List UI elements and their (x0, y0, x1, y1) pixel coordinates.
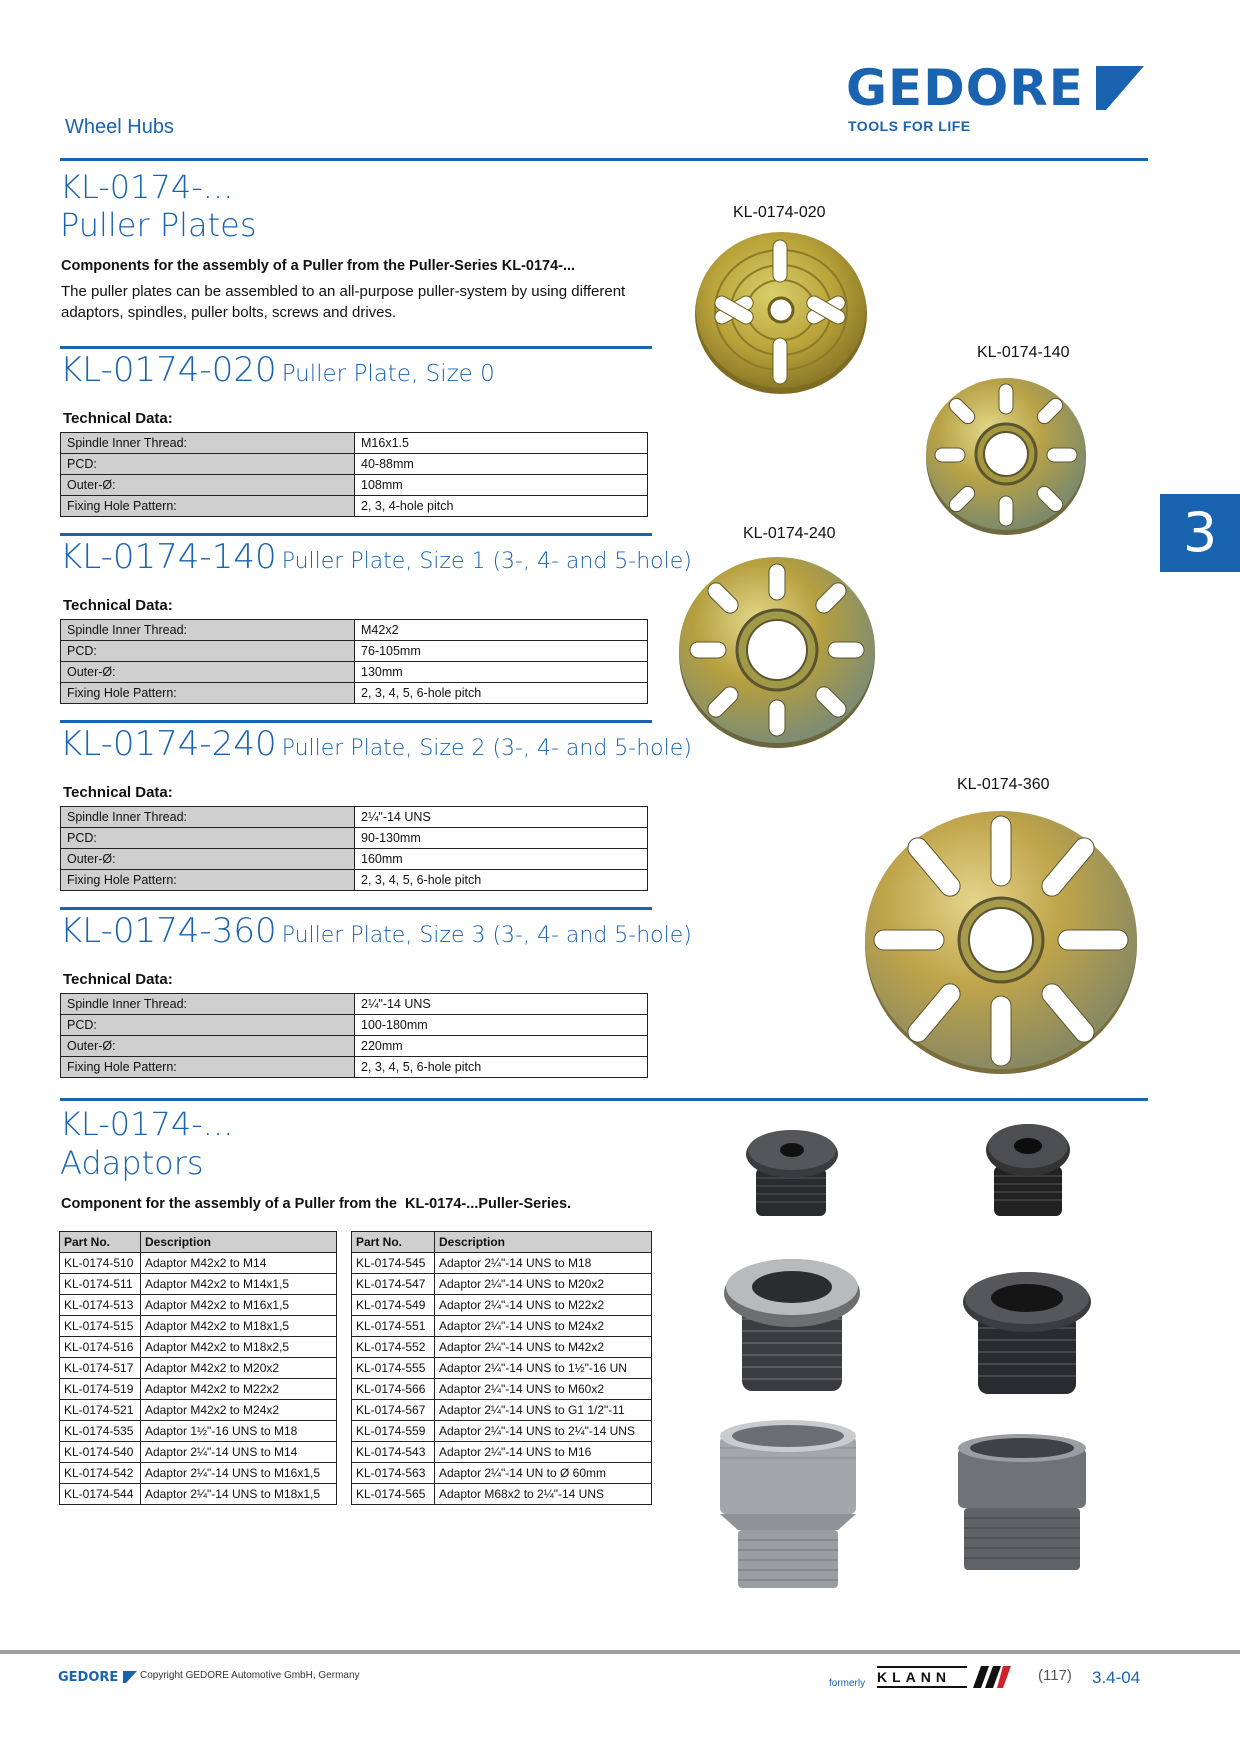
part-number-cell: KL-0174-516 (60, 1337, 141, 1358)
gedore-logo (846, 60, 1146, 140)
tech-label: Technical Data: (63, 784, 173, 801)
footer-copyright: Copyright GEDORE Automotive GmbH, Germany (140, 1670, 360, 1681)
part-number-cell: KL-0174-555 (352, 1358, 435, 1379)
footer-brand: GEDORE (58, 1670, 119, 1685)
table-row: Outer-Ø: 130mm (61, 662, 648, 683)
description-cell: Adaptor 2¼"-14 UNS to M22x2 (435, 1295, 652, 1316)
table-row (352, 1379, 652, 1400)
col-part-header: Part No. (352, 1232, 435, 1253)
puller-plate-020-image (693, 228, 869, 396)
plates-code: KL-0174-... (60, 168, 234, 206)
table-row (60, 1358, 337, 1379)
product-name: Puller Plate, Size 3 (3-, 4- and 5-hole) (281, 923, 692, 948)
part-number-cell: KL-0174-511 (60, 1274, 141, 1295)
description-cell: Adaptor M68x2 to 2¼"-14 UNS (435, 1484, 652, 1505)
caption-140: KL-0174-140 (977, 344, 1070, 361)
adaptor-medium-image (960, 1268, 1094, 1398)
tech-label: Technical Data: (63, 971, 173, 988)
description-cell: Adaptor M42x2 to M18x2,5 (141, 1337, 337, 1358)
product-code: KL-0174-240 (60, 724, 277, 764)
table-row (60, 1421, 337, 1442)
table-row (352, 1484, 652, 1505)
page-code: 3.4-04 (1092, 1668, 1141, 1687)
part-number-cell: KL-0174-544 (60, 1484, 141, 1505)
klann-wordmark: KLANN (877, 1666, 967, 1688)
table-header (352, 1232, 652, 1253)
table-row: Outer-Ø: 108mm (61, 475, 648, 496)
caption-240: KL-0174-240 (743, 525, 836, 542)
description-cell: Adaptor M42x2 to M22x2 (141, 1379, 337, 1400)
product-heading-020 (60, 350, 495, 390)
footer-rule (0, 1650, 1240, 1654)
description-cell: Adaptor 1½"-16 UNS to M18 (141, 1421, 337, 1442)
col-desc-header: Description (435, 1232, 652, 1253)
description-cell: Adaptor 2¼"-14 UNS to M14 (141, 1442, 337, 1463)
rule-140 (60, 533, 652, 536)
table-row: Spindle Inner Thread: M42x2 (61, 620, 648, 641)
part-number-cell: KL-0174-552 (352, 1337, 435, 1358)
adaptors-table-left (59, 1231, 337, 1505)
table-row: Fixing Hole Pattern: 2, 3, 4-hole pitch (61, 496, 648, 517)
description-cell: Adaptor 2¼"-14 UNS to G1 1/2"-11 (435, 1400, 652, 1421)
plates-title: Puller Plates (60, 206, 257, 244)
table-row: Fixing Hole Pattern: 2, 3, 4, 5, 6-hole pitch (61, 870, 648, 891)
tech-table-240 (60, 806, 648, 891)
adaptors-table-right (351, 1231, 652, 1505)
product-name: Puller Plate, Size 0 (281, 361, 495, 387)
part-number-cell: KL-0174-510 (60, 1253, 141, 1274)
description-cell: Adaptor M42x2 to M14 (141, 1253, 337, 1274)
puller-plate-240-image (678, 554, 876, 750)
part-number-cell: KL-0174-519 (60, 1379, 141, 1400)
table-row (352, 1274, 652, 1295)
footer-formerly: formerly (829, 1678, 866, 1689)
adaptor-small-image (980, 1120, 1076, 1220)
table-row: Spindle Inner Thread: 2¼"-14 UNS (61, 994, 648, 1015)
caption-020: KL-0174-020 (733, 204, 826, 221)
chapter-tab[interactable]: 3 (1160, 494, 1240, 572)
table-row (352, 1421, 652, 1442)
adaptor-small-image (744, 1128, 840, 1220)
footer-wedge-icon (123, 1671, 137, 1683)
part-number-cell: KL-0174-566 (352, 1379, 435, 1400)
product-heading-360 (60, 911, 692, 951)
rule-020 (60, 346, 652, 349)
part-number-cell: KL-0174-565 (352, 1484, 435, 1505)
adaptor-large-image (716, 1418, 860, 1590)
table-row (352, 1358, 652, 1379)
table-row (60, 1253, 337, 1274)
logo-wordmark: GEDORE (846, 59, 1084, 117)
klann-logo (877, 1664, 1011, 1688)
header-rule (60, 158, 1148, 161)
description-cell: Adaptor M42x2 to M14x1,5 (141, 1274, 337, 1295)
description-cell: Adaptor 2¼"-14 UNS to M16x1,5 (141, 1463, 337, 1484)
table-row: PCD: 40-88mm (61, 454, 648, 475)
description-cell: Adaptor M42x2 to M18x1,5 (141, 1316, 337, 1337)
part-number-cell: KL-0174-540 (60, 1442, 141, 1463)
part-number-cell: KL-0174-563 (352, 1463, 435, 1484)
part-number-cell: KL-0174-513 (60, 1295, 141, 1316)
puller-plate-140-image (925, 376, 1087, 536)
part-number-cell: KL-0174-535 (60, 1421, 141, 1442)
plates-intro-bold: Components for the assembly of a Puller from the Puller-Series KL-0174-... (61, 258, 576, 274)
table-row (352, 1400, 652, 1421)
description-cell: Adaptor 2¼"-14 UNS to M20x2 (435, 1274, 652, 1295)
part-number-cell: KL-0174-515 (60, 1316, 141, 1337)
part-number-cell: KL-0174-559 (352, 1421, 435, 1442)
table-row (60, 1400, 337, 1421)
section-title: Wheel Hubs (65, 116, 174, 138)
logo-tagline: TOOLS FOR LIFE (848, 118, 971, 134)
part-number-cell: KL-0174-549 (352, 1295, 435, 1316)
part-number-cell: KL-0174-567 (352, 1400, 435, 1421)
tech-table-360 (60, 993, 648, 1078)
product-heading-240 (60, 724, 692, 764)
description-cell: Adaptor M42x2 to M16x1,5 (141, 1295, 337, 1316)
table-row: Fixing Hole Pattern: 2, 3, 4, 5, 6-hole pitch (61, 1057, 648, 1078)
adaptors-rule (60, 1098, 1148, 1101)
page-number: (117) (1038, 1667, 1072, 1684)
description-cell: Adaptor 2¼"-14 UNS to M60x2 (435, 1379, 652, 1400)
description-cell: Adaptor 2¼"-14 UNS to M18 (435, 1253, 652, 1274)
table-row: Spindle Inner Thread: 2¼"-14 UNS (61, 807, 648, 828)
product-name: Puller Plate, Size 2 (3-, 4- and 5-hole) (281, 736, 692, 761)
description-cell: Adaptor 2¼"-14 UN to Ø 60mm (435, 1463, 652, 1484)
table-header (60, 1232, 337, 1253)
description-cell: Adaptor 2¼"-14 UNS to M24x2 (435, 1316, 652, 1337)
product-name: Puller Plate, Size 1 (3-, 4- and 5-hole) (281, 549, 692, 574)
adaptor-large-image (954, 1432, 1090, 1572)
table-row (60, 1316, 337, 1337)
part-number-cell: KL-0174-545 (352, 1253, 435, 1274)
description-cell: Adaptor 2¼"-14 UNS to M18x1,5 (141, 1484, 337, 1505)
table-row: PCD: 76-105mm (61, 641, 648, 662)
rule-360 (60, 907, 652, 910)
table-row: Outer-Ø: 160mm (61, 849, 648, 870)
table-row: Spindle Inner Thread: M16x1.5 (61, 433, 648, 454)
footer-gedore-logo (58, 1668, 137, 1686)
table-row (60, 1337, 337, 1358)
product-heading-140 (60, 537, 692, 577)
tech-label: Technical Data: (63, 410, 173, 427)
adaptors-title: Adaptors (60, 1144, 204, 1182)
table-row (60, 1442, 337, 1463)
description-cell: Adaptor 2¼"-14 UNS to M16 (435, 1442, 652, 1463)
part-number-cell: KL-0174-547 (352, 1274, 435, 1295)
product-code: KL-0174-360 (60, 911, 277, 951)
table-row: PCD: 100-180mm (61, 1015, 648, 1036)
plates-intro-text: The puller plates can be assembled to an all-purpose puller-system by using different adaptors, spindles, puller bolts, screws and drives. (61, 283, 626, 321)
tech-table-140 (60, 619, 648, 704)
table-row: PCD: 90-130mm (61, 828, 648, 849)
table-row (352, 1316, 652, 1337)
caption-360: KL-0174-360 (957, 776, 1050, 793)
logo-wedge-icon (1096, 66, 1144, 110)
col-desc-header: Description (141, 1232, 337, 1253)
adaptors-intro-bold: Component for the assembly of a Puller from the KL-0174-...Puller-Series. (61, 1196, 572, 1212)
table-row (60, 1463, 337, 1484)
product-code: KL-0174-020 (60, 350, 277, 390)
table-row (60, 1484, 337, 1505)
table-row (60, 1274, 337, 1295)
adaptor-medium-image (722, 1255, 862, 1395)
table-row (60, 1295, 337, 1316)
table-row (60, 1379, 337, 1400)
table-row (352, 1442, 652, 1463)
table-row: Outer-Ø: 220mm (61, 1036, 648, 1057)
part-number-cell: KL-0174-542 (60, 1463, 141, 1484)
part-number-cell: KL-0174-543 (352, 1442, 435, 1463)
description-cell: Adaptor 2¼"-14 UNS to 1½"-16 UN (435, 1358, 652, 1379)
description-cell: Adaptor M42x2 to M24x2 (141, 1400, 337, 1421)
adaptors-code: KL-0174-... (60, 1105, 234, 1143)
tech-label: Technical Data: (63, 597, 173, 614)
description-cell: Adaptor 2¼"-14 UNS to M42x2 (435, 1337, 652, 1358)
table-row (352, 1253, 652, 1274)
table-row (352, 1295, 652, 1316)
table-row (352, 1337, 652, 1358)
col-part-header: Part No. (60, 1232, 141, 1253)
product-code: KL-0174-140 (60, 537, 277, 577)
table-row (352, 1463, 652, 1484)
tech-table-020 (60, 432, 648, 517)
description-cell: Adaptor M42x2 to M20x2 (141, 1358, 337, 1379)
klann-stripes-icon (973, 1666, 1011, 1688)
description-cell: Adaptor 2¼"-14 UNS to 2¼"-14 UNS (435, 1421, 652, 1442)
part-number-cell: KL-0174-517 (60, 1358, 141, 1379)
part-number-cell: KL-0174-551 (352, 1316, 435, 1337)
part-number-cell: KL-0174-521 (60, 1400, 141, 1421)
table-row: Fixing Hole Pattern: 2, 3, 4, 5, 6-hole pitch (61, 683, 648, 704)
rule-240 (60, 720, 652, 723)
puller-plate-360-image (864, 806, 1138, 1076)
